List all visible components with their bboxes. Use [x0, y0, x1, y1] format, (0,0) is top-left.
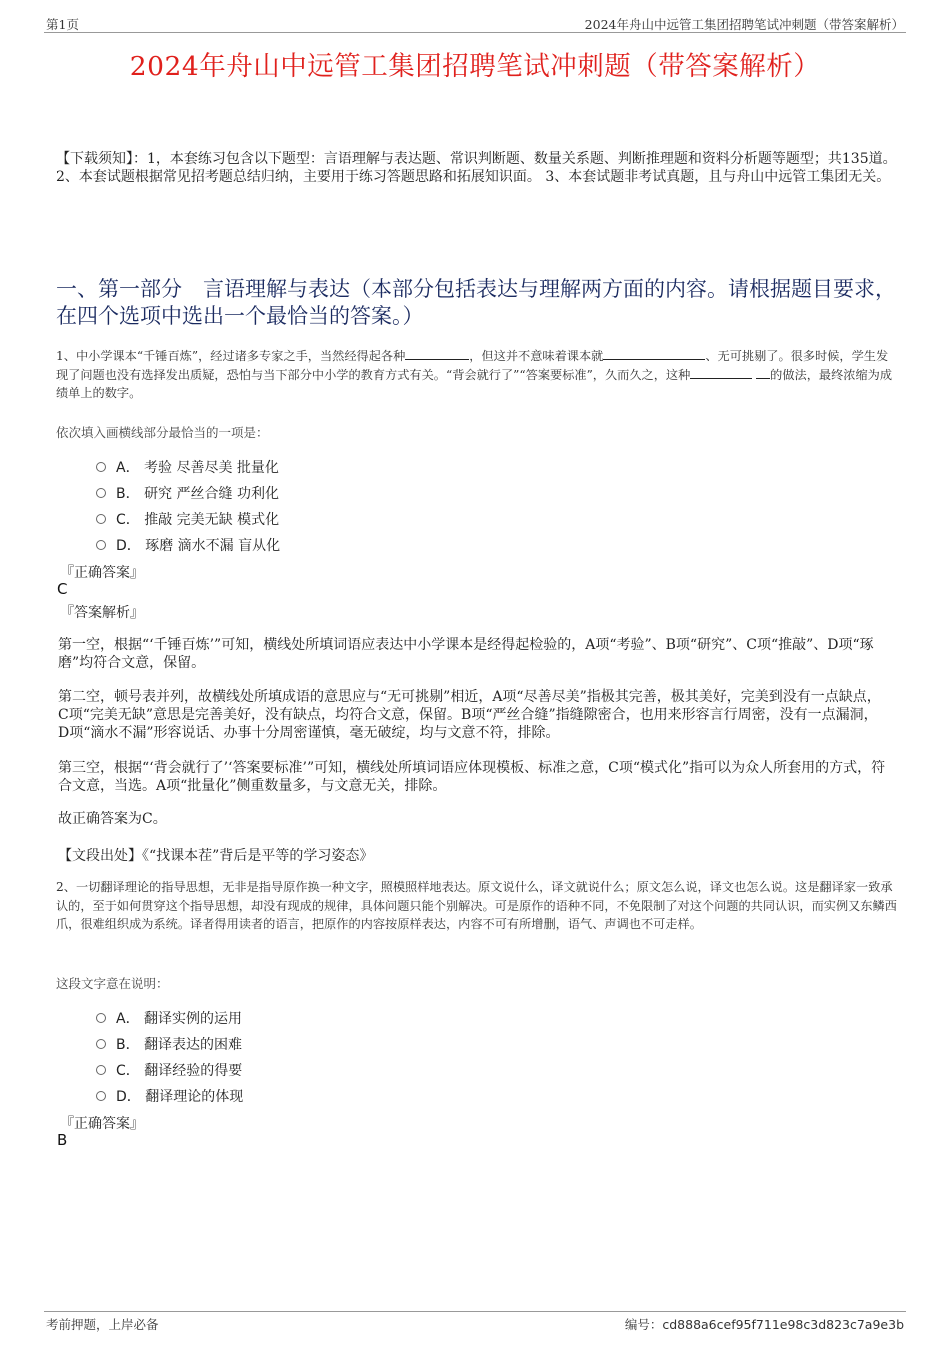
q2-option-c[interactable]: C． 翻译经验的得要 [96, 1060, 242, 1080]
blank-3b [756, 366, 770, 379]
q1-option-b[interactable]: B． 研究 严丝合缝 功利化 [96, 483, 279, 503]
radio-icon[interactable] [96, 462, 106, 472]
q1-analysis-conclusion: 故正确答案为C。 [58, 811, 167, 827]
q1-option-a[interactable]: A． 考验 尽善尽美 批量化 [96, 457, 279, 477]
radio-icon[interactable] [96, 514, 106, 524]
q1-analysis-para-3: 第三空，根据“‘背会就行了’‘答案要标准’”可知，横线处所填词语应体现模板、标准之意，C项“模式化”指可以为众人所套用的方式，符合文意，当选。A项“批量化”侧重数量多，与文意无关，排除。 [58, 760, 886, 794]
question-2-text: 2、一切翻译理论的指导思想，无非是指导原作换一种文字，照模照样地表达。原文说什么，译文就说什么；原文怎么说，译文也怎么说。这是翻译家一致承认的，至于如何贯穿这个指导思想，却没有现成的规律，具体问题只能个别解决。可是原作的语种不同，不免限制了对这个问题的共同认识，而实例又东鳞西爪，很难组织成为系统。译者得用读者的语言，把原作的内容按原样表达，内容不可有所增删，语气、声调也不可走样。 [56, 880, 897, 931]
q1-analysis-para-2: 第二空，顿号表并列，故横线处所填成语的意思应与“无可挑剔”相近，A项“尽善尽美”指极其完善，极其美好，完美到没有一点缺点，C项“完美无缺”意思是完善美好，没有缺点，均符合文意，保留。B项“严丝合缝”指缝隙密合，也用来形容言行周密，没有一点漏洞，D项“滴水不漏”形容说话、办事十分周密谨慎，毫无破绽，均与文意不符，排除。 [58, 689, 881, 741]
radio-icon[interactable] [96, 1065, 106, 1075]
radio-icon[interactable] [96, 1039, 106, 1049]
q2-answer: B [57, 1131, 68, 1149]
radio-icon[interactable] [96, 540, 106, 550]
q2-option-d[interactable]: D． 翻译理论的体现 [96, 1086, 243, 1106]
blank-1 [405, 347, 469, 360]
q2-answer-label: 『正确答案』 [60, 1116, 144, 1132]
footer-divider [44, 1311, 906, 1312]
footer-slogan: 考前押题，上岸必备 [46, 1317, 159, 1332]
download-notice: 【下载须知】：1，本套练习包含以下题型：言语理解与表达题、常识判断题、数量关系题、判断推理题和资料分析题等题型；共135道。 2、本套试题根据常见招考题总结归纳，主要用于练习答题思路和拓展知识面。 3、本套试题非考试真题，且与舟山中远管工集团无关。 [56, 151, 897, 185]
running-header-title: 2024年舟山中远管工集团招聘笔试冲刺题（带答案解析） [584, 17, 904, 32]
page-number: 第1页 [46, 17, 79, 32]
q1-analysis-label: 『答案解析』 [60, 605, 144, 621]
footer-code: 编号：cd888a6cef95f711e98c3d823c7a9e3b [624, 1317, 904, 1332]
blank-2 [603, 347, 705, 360]
q1-answer: C [57, 580, 68, 598]
radio-icon[interactable] [96, 1091, 106, 1101]
q1-analysis-para-1: 第一空，根据“‘千锤百炼’”可知，横线处所填词语应表达中小学课本是经得起检验的，A项“考验”、B项“研究”、C项“推敲”、D项“琢磨”均符合文意，保留。 [58, 637, 874, 671]
section-heading: 一、第一部分 言语理解与表达（本部分包括表达与理解两方面的内容。请根据题目要求，在四个选项中选出一个最恰当的答案。） [56, 277, 896, 328]
question-1-prompt: 依次填入画横线部分最恰当的一项是： [56, 425, 269, 440]
radio-icon[interactable] [96, 488, 106, 498]
q2-option-b[interactable]: B． 翻译表达的困难 [96, 1034, 242, 1054]
q2-option-a[interactable]: A． 翻译实例的运用 [96, 1008, 242, 1028]
question-2-prompt: 这段文字意在说明： [56, 976, 169, 991]
q1-option-c[interactable]: C． 推敲 完美无缺 模式化 [96, 509, 279, 529]
blank-3a [690, 366, 752, 379]
q1-answer-label: 『正确答案』 [60, 565, 144, 581]
radio-icon[interactable] [96, 1013, 106, 1023]
header-divider [44, 32, 906, 33]
document-title: 2024年舟山中远管工集团招聘笔试冲刺题（带答案解析） [129, 51, 821, 82]
q1-option-d[interactable]: D． 琢磨 滴水不漏 盲从化 [96, 535, 280, 555]
question-1-text: 1、中小学课本“千锤百炼”，经过诸多专家之手，当然经得起各种 ，但这并不意味着课本就 、无可挑剔了。很多时候，学生发现了问题也没有选择发出质疑，恐怕与当下部分中小学的教育方式有关。“背会就行了”“答案要标准”，久而久之，这种 的做法，最终浓缩为成绩单上的数字。 [56, 349, 893, 400]
q1-source: 【文段出处】《“找课本茬”背后是平等的学习姿态》 [58, 848, 374, 864]
